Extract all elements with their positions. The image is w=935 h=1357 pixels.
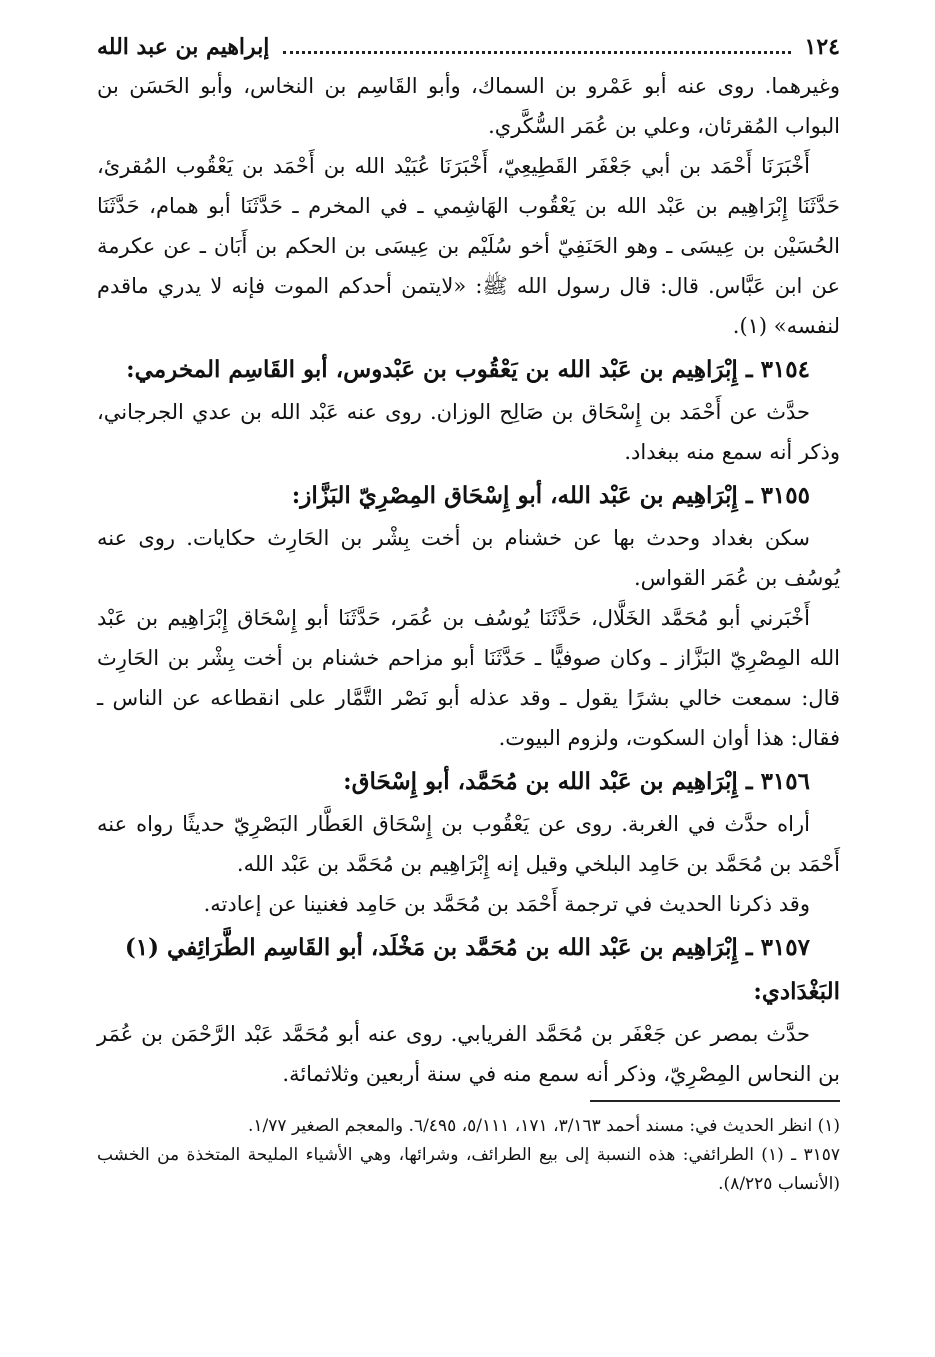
entry-heading-3157: ٣١٥٧ ـ إِبْرَاهِيم بن عَبْد الله بن مُحَمَّد بن مَخْلَد، أبو القَاسِم الطَّرَائِفي (١) البَغْدَادي:: [124, 934, 840, 1005]
footnotes: [97, 1112, 840, 1199]
footnote: ٣١٥٧ ـ (١) الطرائفي: هذه النسبة إلى بيع الطرائف، وشرائها، وهي الأشياء المليحة المتخذة من الخشب (الأنساب ٨/٢٢٥).: [97, 1145, 841, 1194]
paragraph: حدَّث بمصر عن جَعْفَر بن مُحَمَّد الفريابي. روى عنه أبو مُحَمَّد عَبْد الرَّحْمَن بن عُمَر بن النحاس المِصْرِيّ، وذكر أنه سمع منه في سنة أربعين وثلاثمائة.: [97, 1022, 840, 1086]
main-text: [97, 66, 840, 1094]
footnote-separator: [590, 1100, 840, 1102]
running-title: إبراهيم بن عبد الله: [97, 34, 270, 60]
header-leader-dots: [283, 51, 790, 54]
page-header: [97, 32, 840, 66]
entry-heading-3155: ٣١٥٥ ـ إِبْرَاهِيم بن عَبْد الله، أبو إِسْحَاق المِصْرِيّ البَزَّاز:: [291, 482, 810, 509]
paragraph: أَخْبَرني أبو مُحَمَّد الخَلَّال، حَدَّثَنَا يُوسُف بن عُمَر، حَدَّثَنَا أبو إِسْحَاق إِبْرَاهِيم بن عَبْد الله المِصْرِيّ البَزَّاز ـ وكان صوفيًّا ـ حَدَّثَنَا أبو مزاحم خشنام بن أخت بِشْر بن الحَارِث قال: سمعت خالي بشرًا يقول ـ وقد عذله أبو نَصْر التَّمَّار على انقطاعه عن الناس ـ فقال: هذا أوان السكوت، ولزوم البيوت.: [97, 606, 840, 750]
paragraph: أراه حدَّث في الغربة. روى عن يَعْقُوب بن إِسْحَاق العَطَّار البَصْرِيّ حديثًا رواه عنه أَحْمَد بن مُحَمَّد بن حَامِد البلخي وقيل إنه إِبْرَاهِيم بن مُحَمَّد بن عَبْد الله.: [97, 812, 840, 876]
paragraph: أَخْبَرَنَا أَحْمَد بن أبي جَعْفَر القَطِيعِيّ، أَخْبَرَنَا عُبَيْد الله بن أَحْمَد بن يَعْقُوب المُقرئ، حَدَّثَنَا إِبْرَاهِيم بن عَبْد الله بن يَعْقُوب الهَاشِمي ـ في المخرم ـ حَدَّثَنَا أبو همام، حَدَّثَنَا الحُسَيْن بن عِيسَى ـ وهو الحَنَفِيّ أخو سُلَيْم بن عِيسَى بن الحكم بن أَبَان ـ عن عكرمة عن ابن عَبَّاس. قال: قال رسول الله ﷺ: «لايتمن أحدكم الموت فإنه لا يدري ماقدم لنفسه» (١).: [97, 154, 840, 338]
entry-heading-3156: ٣١٥٦ ـ إِبْرَاهِيم بن عَبْد الله بن مُحَمَّد، أبو إِسْحَاق:: [343, 768, 810, 795]
paragraph: وقد ذكرنا الحديث في ترجمة أَحْمَد بن مُحَمَّد بن حَامِد فغنينا عن إعادته.: [203, 892, 810, 916]
paragraph: حدَّث عن أَحْمَد بن إِسْحَاق بن صَالِح الوزان. روى عنه عَبْد الله بن عدي الجرجاني، وذكر أنه سمع منه ببغداد.: [97, 400, 840, 464]
footnote: (١) انظر الحديث في: مسند أحمد ٣/١٦٣، ١٧١، ٥/١١١، ٦/٤٩٥. والمعجم الصغير ١/٧٧.: [248, 1116, 840, 1136]
paragraph: وغيرهما. روى عنه أبو عَمْرو بن السماك، وأبو القَاسِم بن النخاس، وأبو الحَسَن بن البواب المُقرئان، وعلي بن عُمَر السُّكَّري.: [97, 74, 840, 138]
page-number: ١٢٤: [804, 34, 840, 60]
entry-heading-3154: ٣١٥٤ ـ إِبْرَاهِيم بن عَبْد الله بن يَعْقُوب بن عَبْدوس، أبو القَاسِم المخرمي:: [126, 356, 810, 383]
paragraph: سكن بغداد وحدث بها عن خشنام بن أخت بِشْر بن الحَارِث حكايات. روى عنه يُوسُف بن عُمَر القواس.: [97, 526, 840, 590]
